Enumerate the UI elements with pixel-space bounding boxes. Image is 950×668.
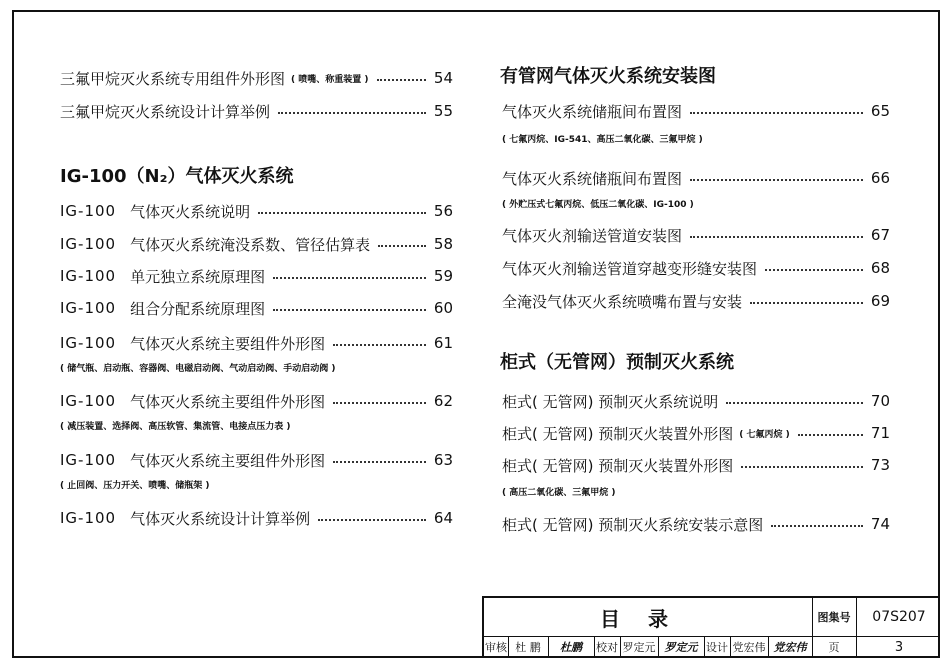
toc-entry[interactable] (60, 264, 453, 288)
entry-page: 70 (870, 392, 890, 410)
leader-dots (765, 269, 863, 271)
toc-entry[interactable] (502, 99, 890, 123)
toc-entry[interactable] (502, 453, 890, 477)
entry-page: 62 (433, 392, 453, 410)
entry-page: 73 (870, 456, 890, 474)
entry-code: IG-100 (60, 299, 117, 317)
review-label: 审核 (485, 641, 507, 654)
page-label: 页 (828, 641, 840, 654)
entry-title: 气体灭火系统主要组件外形图 (130, 334, 326, 353)
entry-page: 60 (433, 299, 453, 317)
toc-entry[interactable] (502, 421, 890, 445)
entry-title: 气体灭火系统储瓶间布置图 (502, 102, 683, 121)
check-signature: 罗定元 (664, 641, 698, 654)
entry-title: 三氟甲烷灭火系统专用组件外形图 (60, 69, 286, 88)
leader-dots (258, 212, 426, 214)
leader-dots (318, 519, 426, 521)
leader-dots (771, 525, 863, 527)
toc-entry[interactable] (60, 66, 453, 90)
entry-note: ( 高压二氧化碳、三氟甲烷 ) (502, 488, 616, 498)
atlas-number: 07S207 (872, 609, 926, 625)
check-name: 罗定元 (622, 641, 656, 654)
entry-code: IG-100 (60, 392, 117, 410)
entry-note: ( 止回阀、压力开关、喷嘴、储瓶架 ) (60, 481, 210, 491)
entry-title: 气体灭火系统说明 (130, 202, 251, 221)
leader-dots (333, 402, 426, 404)
entry-page: 65 (870, 102, 890, 120)
leader-dots (750, 302, 863, 304)
toc-entry[interactable] (60, 199, 453, 223)
entry-title: 气体灭火系统主要组件外形图 (130, 392, 326, 411)
section-heading-cabinet: 柜式（无管网）预制灭火系统 (500, 352, 734, 373)
leader-dots (690, 236, 863, 238)
entry-code: IG-100 (60, 451, 117, 469)
entry-code: IG-100 (60, 509, 117, 527)
leader-dots (278, 112, 426, 114)
page-number: 3 (894, 639, 904, 655)
toc-entry[interactable] (60, 331, 453, 355)
leader-dots (378, 245, 426, 247)
entry-page: 61 (433, 334, 453, 352)
entry-title: 气体灭火系统设计计算举例 (130, 509, 311, 528)
toc-entry[interactable] (60, 99, 453, 123)
leader-dots (726, 402, 863, 404)
title-block (482, 596, 940, 658)
leader-dots (273, 277, 426, 279)
entry-page: 68 (870, 259, 890, 277)
section-heading-ig100: IG-100（N₂）气体灭火系统 (60, 166, 294, 187)
toc-entry[interactable] (60, 448, 453, 472)
toc-entry[interactable] (502, 256, 890, 280)
leader-dots (798, 434, 863, 436)
entry-page: 54 (433, 69, 453, 87)
entry-note: ( 储气瓶、启动瓶、容器阀、电磁启动阀、气动启动阀、手动启动阀 ) (60, 364, 336, 374)
toc-entry[interactable] (60, 389, 453, 413)
toc-entry[interactable] (60, 232, 453, 256)
entry-title: 气体灭火剂输送管道穿越变形缝安装图 (502, 259, 758, 278)
entry-page: 71 (870, 424, 890, 442)
review-signature: 杜鹏 (560, 641, 582, 654)
leader-dots (333, 461, 426, 463)
leader-dots (690, 179, 863, 181)
toc-entry[interactable] (60, 296, 453, 320)
entry-title: 柜式( 无管网) 预制灭火装置外形图 (502, 424, 734, 443)
entry-title: 三氟甲烷灭火系统设计计算举例 (60, 102, 271, 121)
entry-title: 气体灭火系统淹没系数、管径估算表 (130, 235, 371, 254)
entry-title: 气体灭火系统储瓶间布置图 (502, 169, 683, 188)
entry-title: 柜式( 无管网) 预制灭火装置外形图 (502, 456, 734, 475)
entry-page: 74 (870, 515, 890, 533)
entry-page: 66 (870, 169, 890, 187)
entry-title: 气体灭火系统主要组件外形图 (130, 451, 326, 470)
design-signature: 党宏伟 (773, 641, 807, 654)
entry-page: 55 (433, 102, 453, 120)
entry-title: 单元独立系统原理图 (130, 267, 266, 286)
leader-dots (741, 466, 863, 468)
leader-dots (690, 112, 863, 114)
entry-page: 63 (433, 451, 453, 469)
toc-entry[interactable] (502, 223, 890, 247)
entry-note: ( 七氟丙烷、IG-541、高压二氧化碳、三氟甲烷 ) (502, 135, 703, 145)
entry-title: 组合分配系统原理图 (130, 299, 266, 318)
toc-entry[interactable] (60, 506, 453, 530)
entry-note: ( 外贮压式七氟丙烷、低压二氧化碳、IG-100 ) (502, 200, 694, 210)
entry-subtitle: ( 七氟丙烷 ) (739, 429, 790, 440)
entry-page: 64 (433, 509, 453, 527)
entry-note: ( 减压装置、选择阀、高压软管、集流管、电接点压力表 ) (60, 422, 291, 432)
entry-title: 气体灭火剂输送管道安装图 (502, 226, 683, 245)
entry-title: 柜式( 无管网) 预制灭火系统安装示意图 (502, 515, 764, 534)
toc-entry[interactable] (502, 166, 890, 190)
check-label: 校对 (596, 641, 618, 654)
design-name: 党宏伟 (732, 641, 766, 654)
section-heading-piped: 有管网气体灭火系统安装图 (500, 66, 716, 87)
entry-page: 67 (870, 226, 890, 244)
entry-code: IG-100 (60, 202, 117, 220)
entry-title: 柜式( 无管网) 预制灭火系统说明 (502, 392, 719, 411)
entry-code: IG-100 (60, 267, 117, 285)
drawing-title: 目录 (600, 606, 696, 631)
atlas-label: 图集号 (817, 611, 851, 624)
entry-page: 69 (870, 292, 890, 310)
review-name: 杜 鹏 (515, 641, 541, 654)
entry-code: IG-100 (60, 235, 117, 253)
toc-entry[interactable] (502, 512, 890, 536)
toc-entry[interactable] (502, 389, 890, 413)
design-label: 设计 (706, 641, 728, 654)
entry-page: 56 (433, 202, 453, 220)
toc-entry[interactable] (502, 289, 890, 313)
entry-page: 58 (433, 235, 453, 253)
leader-dots (377, 79, 426, 81)
entry-title: 全淹没气体灭火系统喷嘴布置与安装 (502, 292, 743, 311)
entry-page: 59 (433, 267, 453, 285)
leader-dots (333, 344, 426, 346)
entry-subtitle: ( 喷嘴、称重装置 ) (291, 74, 369, 85)
leader-dots (273, 309, 426, 311)
entry-code: IG-100 (60, 334, 117, 352)
